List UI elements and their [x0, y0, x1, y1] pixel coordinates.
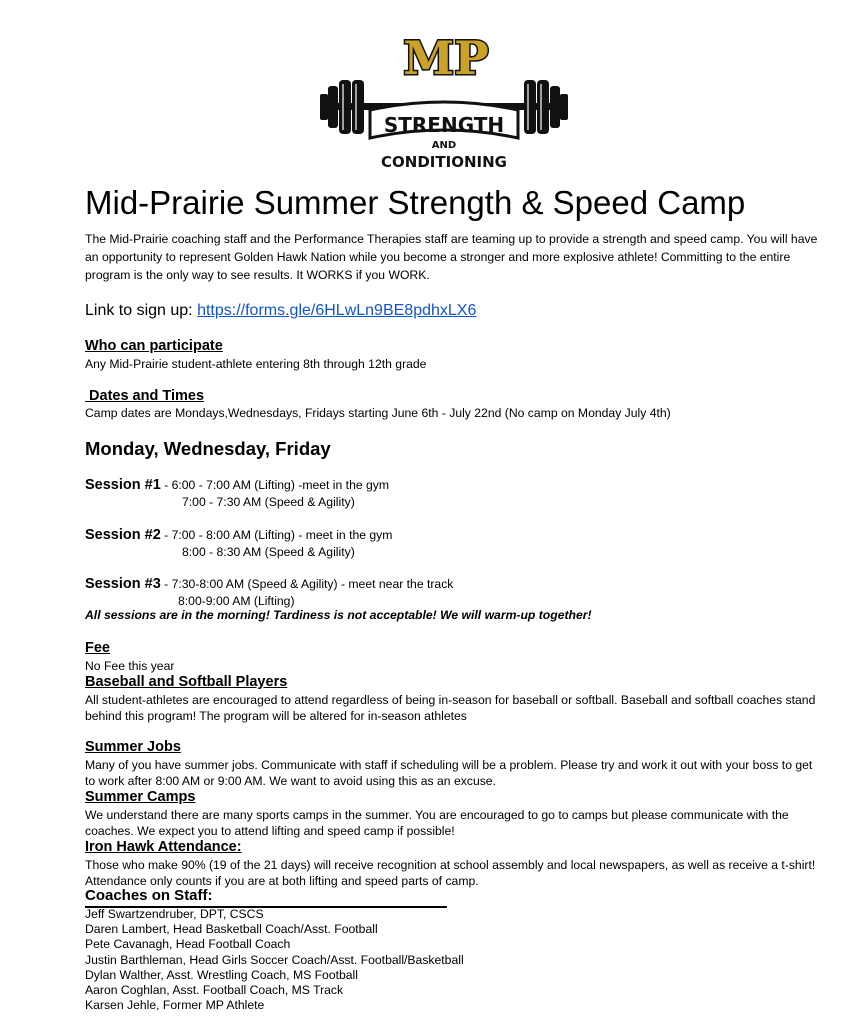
svg-text:STRENGTH: STRENGTH: [383, 113, 505, 137]
attendance-heading: Iron Hawk Attendance:: [85, 839, 242, 855]
signup-label: Link to sign up:: [85, 302, 198, 319]
who-text: Any Mid-Prairie student-athlete entering 8th through 12th grade: [85, 357, 427, 371]
svg-text:AND: AND: [431, 140, 457, 151]
session-name: Session #2: [85, 527, 161, 543]
intro-paragraph: The Mid-Prairie coaching staff and the Performance Therapies staff are teaming up to provide a strength and speed camp. You will have an opportunity to represent Golden Hawk Nation while you become a stronger and more explosive athlete! Committing to the entire program is the only way to see results. It WORKS if you WORK.: [85, 232, 818, 282]
session-3: [85, 575, 454, 608]
coach-item: Aaron Coghlan, Asst. Football Coach, MS Track: [85, 983, 344, 998]
dates-heading: Dates and Times: [85, 388, 205, 404]
camps-text: We understand there are many sports camps in the summer. You are encouraged to go to camps but please communicate with the coaches. We expect you to attend lifting and speed camp if possible!: [85, 808, 789, 838]
session-line-2: 8:00-9:00 AM (Lifting): [178, 594, 295, 608]
signup-line: [85, 301, 476, 321]
session-name: Session #1: [85, 477, 161, 493]
coaches-heading: [85, 887, 213, 904]
coach-list: [85, 907, 464, 1013]
session-line-2: 7:00 - 7:30 AM (Speed & Agility): [182, 495, 355, 509]
svg-text:MP: MP: [403, 31, 489, 85]
baseball-heading: Baseball and Softball Players: [85, 674, 288, 690]
page-title: Mid-Prairie Summer Strength & Speed Camp: [85, 184, 746, 221]
days-heading: Monday, Wednesday, Friday: [85, 438, 331, 459]
attendance-text: Those who make 90% (19 of the 21 days) will receive recognition at school assembly and local newspapers, as well as receive a t-shirt! Attendance only counts if you are at both lifting and speed parts of camp.: [85, 858, 816, 888]
sessions-note: All sessions are in the morning! Tardiness is not acceptable! We will warm-up together!: [85, 608, 592, 622]
session-line-1: - 6:00 - 7:00 AM (Lifting) -meet in the gym: [160, 478, 390, 492]
jobs-heading: Summer Jobs: [85, 739, 181, 755]
coach-item: Jeff Swartzendruber, DPT, CSCS: [85, 907, 264, 921]
session-line-1: - 7:00 - 8:00 AM (Lifting) - meet in the gym: [160, 528, 393, 542]
signup-link[interactable]: https://forms.gle/6HLwLn9BE8pdhxLX6: [197, 302, 477, 319]
baseball-text: All student-athletes are encouraged to attend regardless of being in-season for baseball or softball. Baseball and softball coaches stand behind this program! The program will be altered for in-season athletes: [85, 693, 816, 723]
coach-item: Justin Barthleman, Head Girls Soccer Coach/Asst. Football/Basketball: [85, 952, 464, 967]
fee-heading: Fee: [85, 640, 110, 656]
session-line-1: - 7:30-8:00 AM (Speed & Agility) - meet near the track: [160, 577, 454, 591]
dates-text: Camp dates are Mondays,Wednesdays, Fridays starting June 6th - July 22nd (No camp on Monday July 4th): [85, 406, 671, 420]
session-1: [85, 476, 390, 509]
fee-text: No Fee this year: [85, 659, 175, 673]
who-heading: Who can participate: [85, 338, 223, 354]
coach-item: Karsen Jehle, Former MP Athlete: [85, 998, 265, 1013]
jobs-text: Many of you have summer jobs. Communicate with staff if scheduling will be a problem. Please try and work it out with your boss to get to work after 8:00 AM or 9:00 AM. We want to avoid using this as an excuse.: [85, 758, 813, 788]
session-line-2: 8:00 - 8:30 AM (Speed & Agility): [182, 545, 355, 559]
coach-item: Pete Cavanagh, Head Football Coach: [85, 937, 291, 952]
coach-item: Dylan Walther, Asst. Wrestling Coach, MS Football: [85, 967, 358, 982]
camps-heading: Summer Camps: [85, 789, 196, 805]
mp-monogram: [403, 28, 489, 86]
session-name: Session #3: [85, 576, 161, 592]
strength-conditioning-logo: [318, 24, 570, 172]
coach-item: Daren Lambert, Head Basketball Coach/Asst. Football: [85, 922, 378, 937]
barbell-logo-graphic: [318, 24, 570, 172]
svg-text:CONDITIONING: CONDITIONING: [381, 153, 507, 171]
session-2: [85, 526, 393, 559]
coaches-heading-label: Coaches on Staff:: [85, 887, 213, 904]
